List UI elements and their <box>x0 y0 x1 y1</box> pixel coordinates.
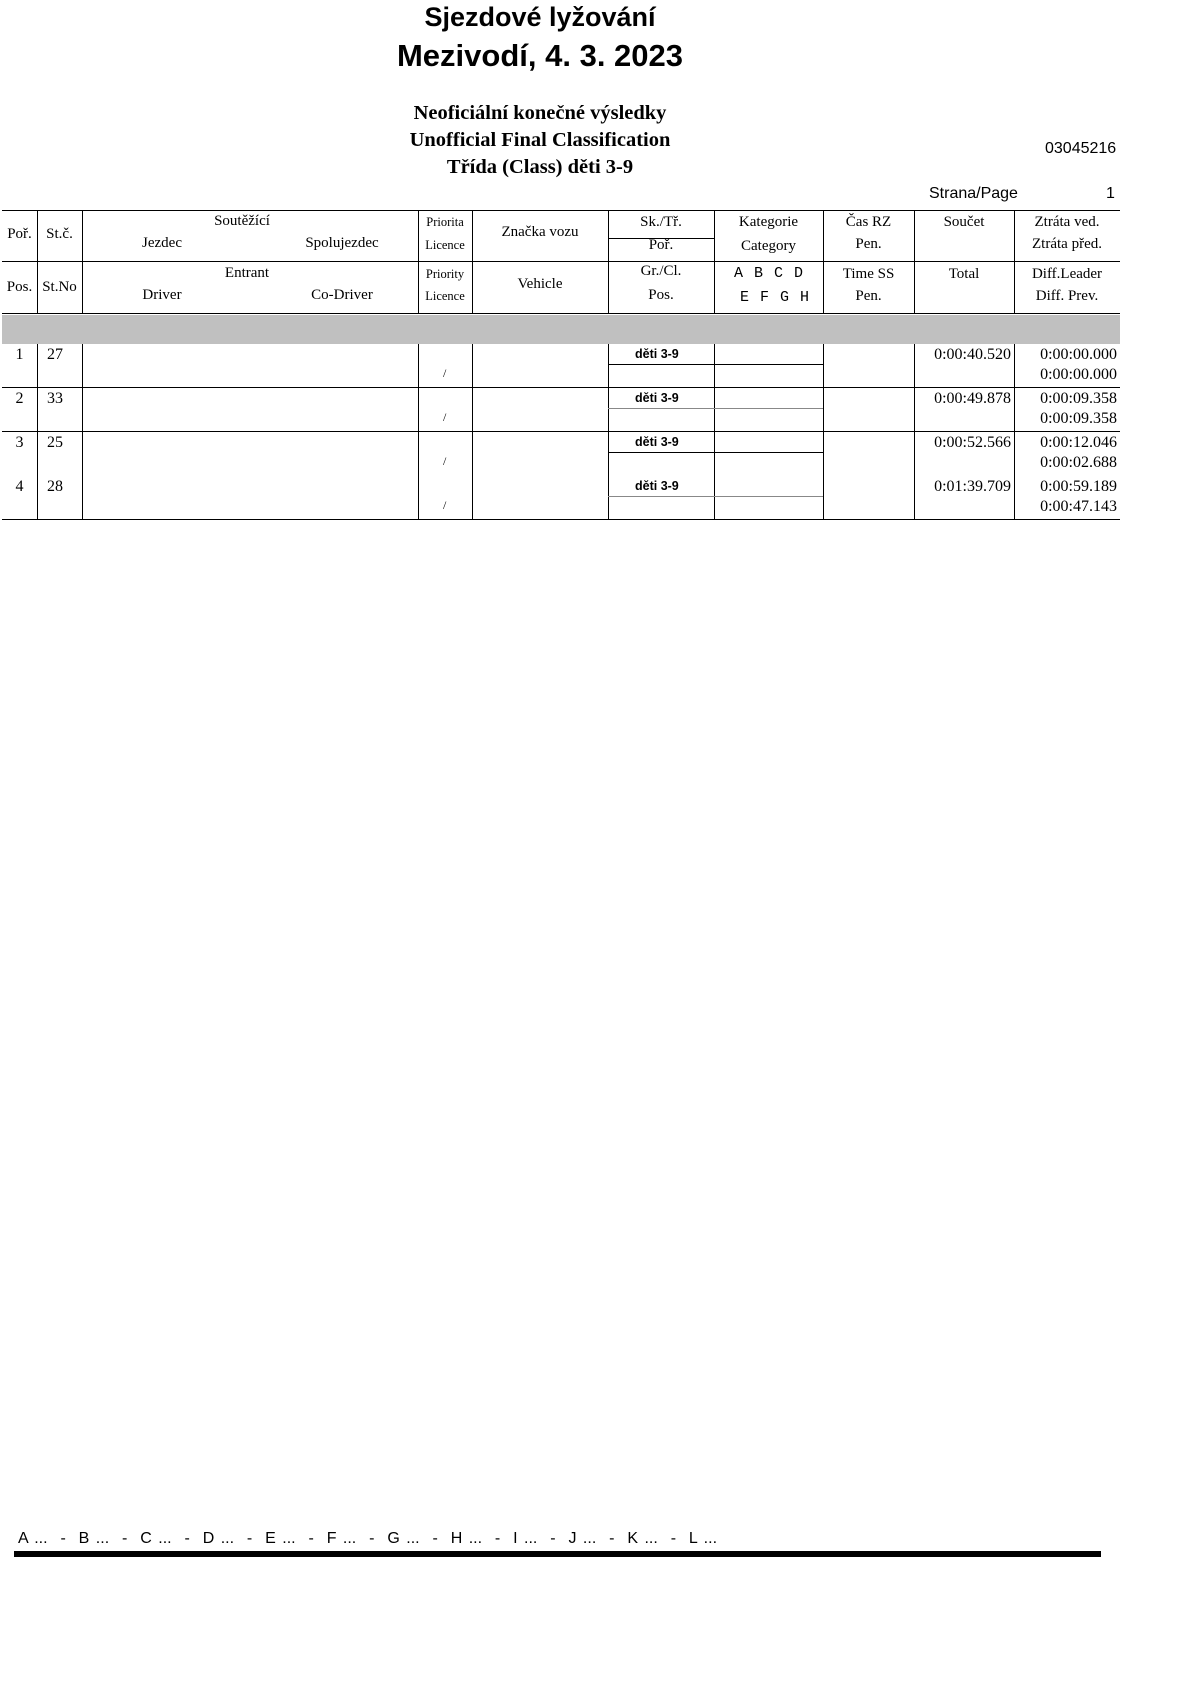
results-title-cz: Neoficiální konečné výsledky <box>413 102 667 124</box>
document-code: 03045216 <box>1045 140 1117 157</box>
row-diff-prev: 0:00:09.358 <box>1040 410 1117 427</box>
row-licence-slash: / <box>443 498 447 512</box>
row-pos: 4 <box>15 478 24 495</box>
class-title: Třída (Class) děti 3-9 <box>446 156 634 178</box>
row-stno: 33 <box>47 390 63 407</box>
header-separator-band <box>2 315 1120 344</box>
col-soucet: Součet <box>943 214 985 230</box>
col-sktr: Sk./Tř. <box>640 214 682 230</box>
row-class: děti 3-9 <box>635 435 679 449</box>
col-por: Poř. <box>7 226 32 242</box>
col-driver: Driver <box>142 287 182 303</box>
row-diff-leader: 0:00:09.358 <box>1040 390 1117 407</box>
col-pos: Pos. <box>6 279 33 295</box>
row-pos: 1 <box>15 346 24 363</box>
row-class: děti 3-9 <box>635 479 679 493</box>
col-priorita: Priorita <box>426 215 464 229</box>
col-pen-en: Pen. <box>855 288 882 304</box>
results-title-en: Unofficial Final Classification <box>409 129 671 151</box>
col-grcl: Gr./Cl. <box>640 263 682 279</box>
col-vehicle: Vehicle <box>517 276 563 292</box>
event-subtitle: Mezivodí, 4. 3. 2023 <box>396 38 684 73</box>
col-jezdec: Jezdec <box>142 235 182 251</box>
col-pen: Pen. <box>855 236 882 252</box>
col-ztrata-pred: Ztráta před. <box>1032 236 1102 252</box>
row-total: 0:00:40.520 <box>934 346 1011 363</box>
col-licence-en: Licence <box>425 289 465 303</box>
row-diff-prev: 0:00:47.143 <box>1040 498 1117 515</box>
row-diff-leader: 0:00:00.000 <box>1040 346 1117 363</box>
table-row <box>2 476 1120 520</box>
page-number: 1 <box>1106 185 1115 202</box>
row-class: děti 3-9 <box>635 391 679 405</box>
col-por2: Poř. <box>648 237 674 253</box>
row-class: děti 3-9 <box>635 347 679 361</box>
row-stno: 25 <box>47 434 63 451</box>
col-stno: St.No <box>42 279 77 295</box>
table-header <box>2 210 1120 314</box>
col-abcd: A B C D <box>733 265 803 282</box>
col-entrant: Entrant <box>224 265 270 281</box>
col-ztrata-ved: Ztráta ved. <box>1034 214 1100 230</box>
col-znacka: Značka vozu <box>501 224 579 240</box>
row-diff-leader: 0:00:59.189 <box>1040 478 1117 495</box>
col-category: Category <box>741 238 796 254</box>
col-diff-leader: Diff.Leader <box>1031 266 1103 282</box>
table-row <box>2 388 1120 432</box>
row-diff-prev: 0:00:00.000 <box>1040 366 1117 383</box>
col-total: Total <box>948 266 980 282</box>
col-timess: Time SS <box>842 266 895 282</box>
col-codriver: Co-Driver <box>311 287 373 303</box>
footer-bar <box>14 1551 1101 1557</box>
col-pos2: Pos. <box>648 287 674 303</box>
table-row <box>2 344 1120 388</box>
category-legend: A ... - B ... - C ... - D ... - E ... - F ... - G ... - H ... - I ... - J ... - K ... - L ... <box>18 1530 718 1547</box>
row-total: 0:01:39.709 <box>934 478 1011 495</box>
row-total: 0:00:52.566 <box>934 434 1011 451</box>
col-efgh: E F G H <box>739 289 809 306</box>
row-diff-leader: 0:00:12.046 <box>1040 434 1117 451</box>
col-licence: Licence <box>425 238 465 252</box>
col-diff-prev: Diff. Prev. <box>1035 288 1099 304</box>
row-licence-slash: / <box>443 454 447 468</box>
row-licence-slash: / <box>443 366 447 380</box>
col-kategorie: Kategorie <box>738 214 799 230</box>
row-stno: 27 <box>47 346 63 363</box>
event-title: Sjezdové lyžování <box>424 2 656 32</box>
table-row <box>2 432 1120 476</box>
col-priority: Priority <box>425 267 465 281</box>
page-label: Strana/Page <box>929 185 1018 202</box>
row-diff-prev: 0:00:02.688 <box>1040 454 1117 471</box>
row-pos: 3 <box>15 434 24 451</box>
col-stc: St.č. <box>46 226 73 242</box>
col-casrz: Čas RZ <box>845 214 892 230</box>
col-spolujezdec: Spolujezdec <box>305 235 379 251</box>
row-stno: 28 <box>47 478 63 495</box>
col-soutezici: Soutěžící <box>214 213 270 229</box>
row-total: 0:00:49.878 <box>934 390 1011 407</box>
row-pos: 2 <box>15 390 24 407</box>
row-licence-slash: / <box>443 410 447 424</box>
